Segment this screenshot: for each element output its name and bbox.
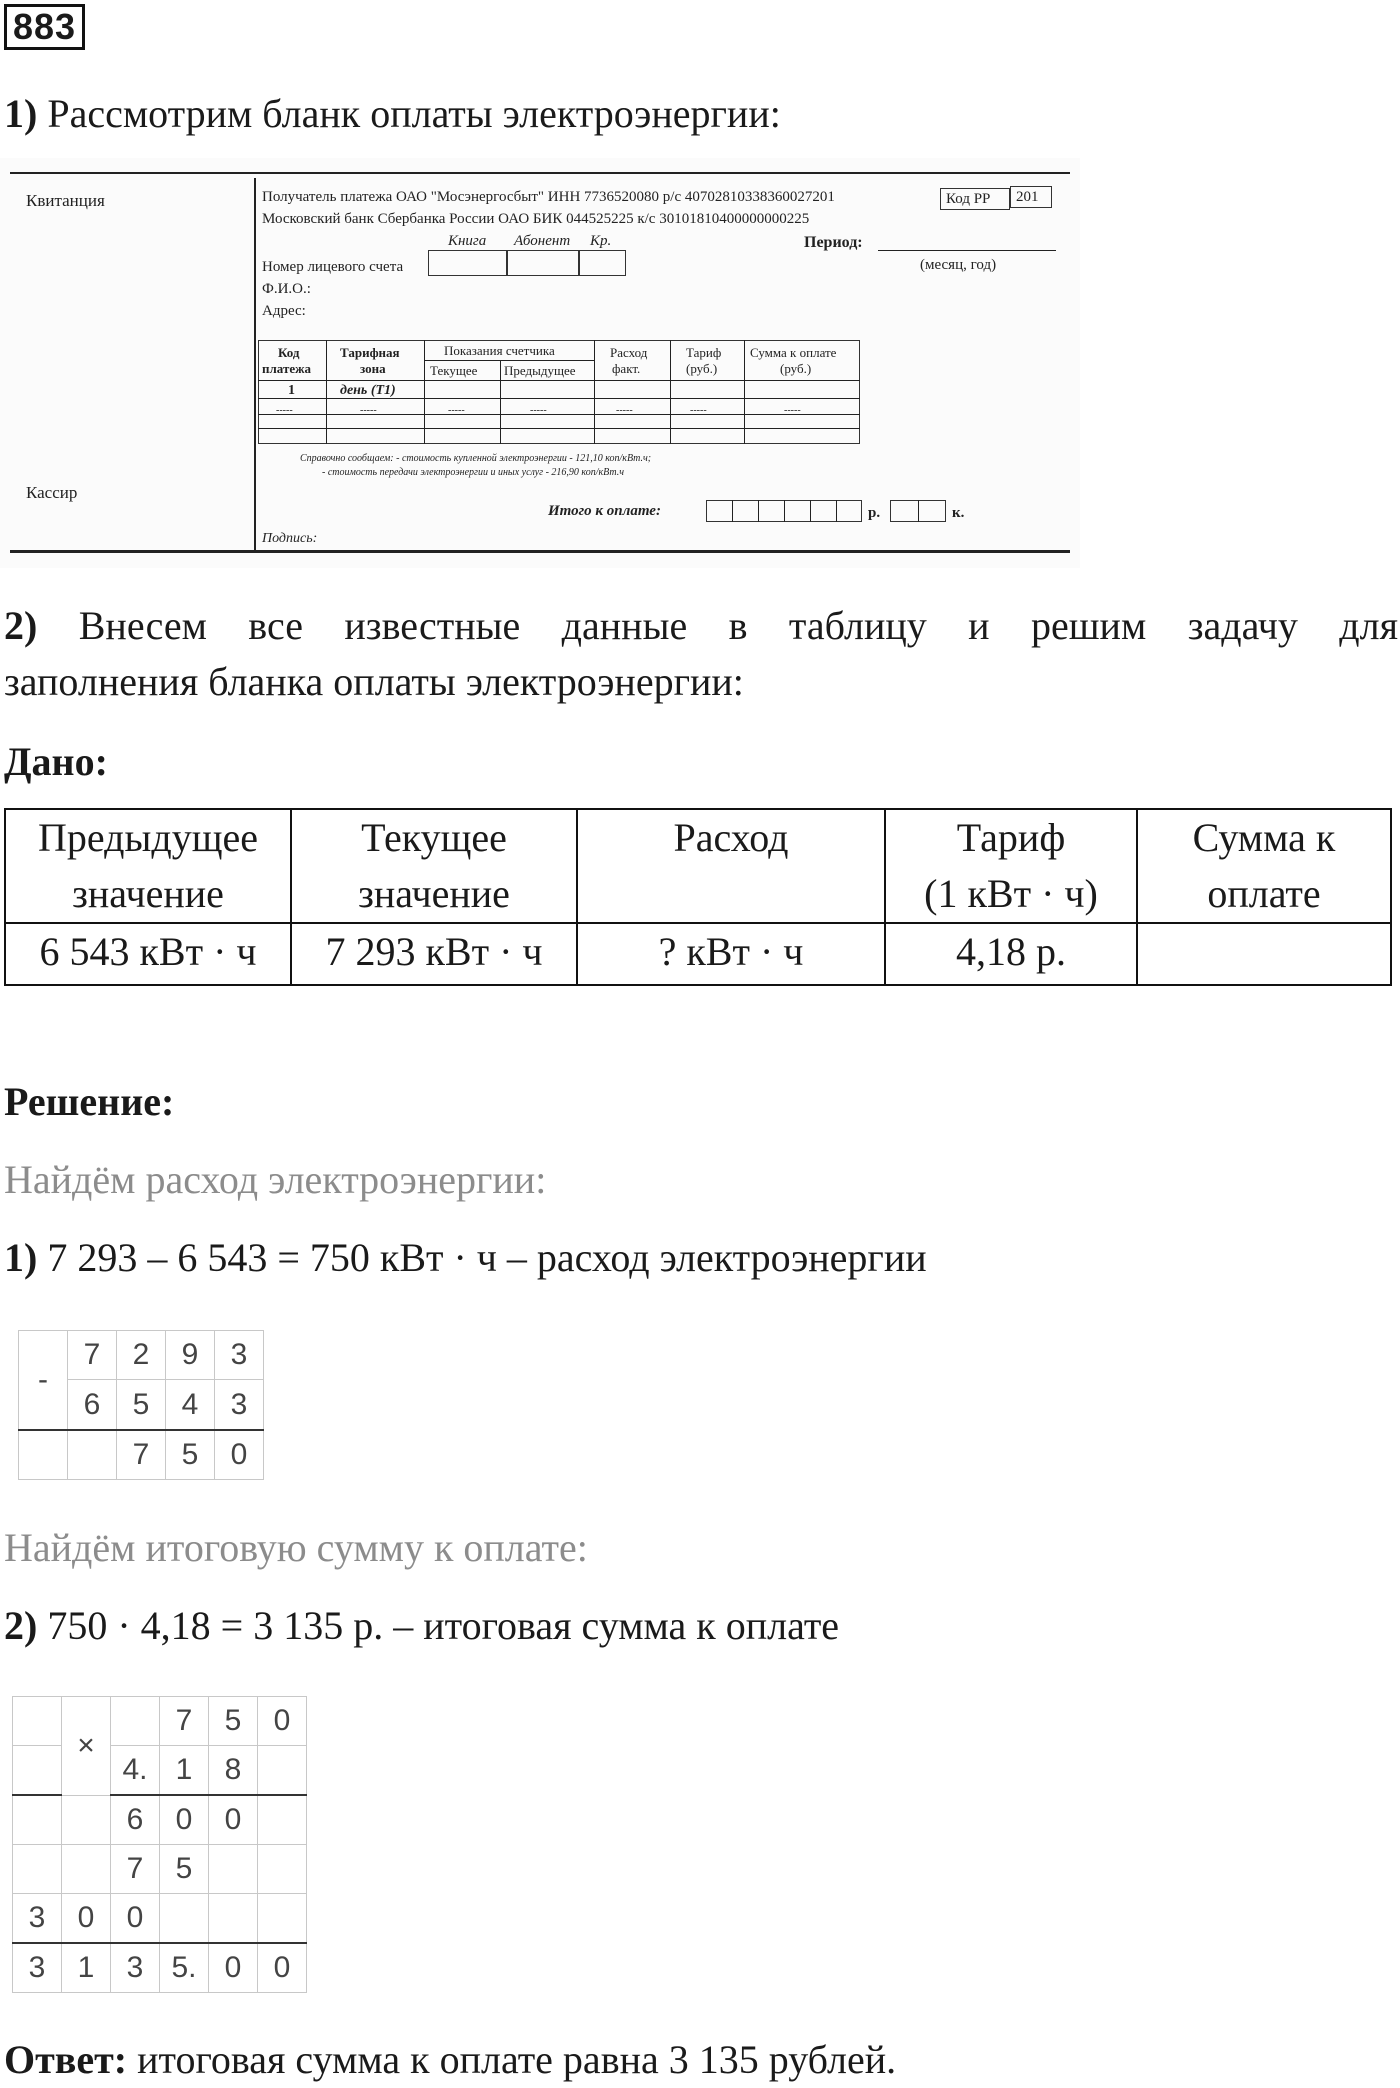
grid-row bbox=[13, 1894, 307, 1944]
receipt-period-hint: (месяц, год) bbox=[920, 257, 997, 273]
grid-cell: 4. bbox=[111, 1746, 160, 1796]
grid-row bbox=[13, 1943, 307, 1993]
receipt-dash: ----- bbox=[530, 405, 547, 416]
grid-cell bbox=[62, 1845, 111, 1894]
grid-cell: 7 bbox=[111, 1845, 160, 1894]
grid-cell: 1 bbox=[160, 1746, 209, 1796]
receipt-col-tariff-1: Тариф bbox=[686, 345, 722, 360]
receipt-signature: Подпись: bbox=[262, 531, 318, 546]
grid-cell bbox=[258, 1894, 307, 1944]
grid-cell: 0 bbox=[258, 1943, 307, 1993]
grid-cell: 3 bbox=[215, 1380, 264, 1430]
header-current: Текущее значение bbox=[291, 809, 577, 923]
grid-cell: 8 bbox=[209, 1746, 258, 1796]
step1-text: Рассмотрим бланк оплаты электроэнергии: bbox=[37, 91, 781, 136]
receipt-col-tariff-2: (руб.) bbox=[686, 361, 718, 376]
cell-previous: 6 543 кВт · ч bbox=[5, 923, 291, 985]
receipt-cashier: Кассир bbox=[26, 483, 78, 502]
step1-line bbox=[4, 86, 781, 142]
grid-cell bbox=[68, 1430, 117, 1480]
grid-row bbox=[19, 1331, 264, 1380]
receipt-dash: ----- bbox=[448, 405, 465, 416]
grid-cell: 3 bbox=[13, 1943, 62, 1993]
receipt-col-current: Текущее bbox=[430, 363, 478, 378]
receipt-dash: ----- bbox=[784, 405, 801, 416]
receipt-subscriber-label: Абонент bbox=[514, 233, 571, 249]
grid-cell bbox=[209, 1894, 258, 1944]
grid-cell bbox=[13, 1746, 62, 1796]
task-number: 883 bbox=[4, 4, 85, 50]
grid-cell bbox=[13, 1845, 62, 1894]
grid-cell bbox=[13, 1697, 62, 1746]
grid-cell: 7 bbox=[68, 1331, 117, 1380]
grid-cell: 3 bbox=[215, 1331, 264, 1380]
cell-usage: ? кВт · ч bbox=[577, 923, 885, 985]
eq1-text: 7 293 – 6 543 = 750 кВт · ч – расход электроэнергии bbox=[37, 1235, 927, 1280]
grid-cell bbox=[258, 1795, 307, 1845]
receipt-code-label: Код РР bbox=[946, 191, 991, 207]
grid-cell: 3 bbox=[111, 1943, 160, 1993]
receipt-dash: ----- bbox=[360, 405, 377, 416]
receipt-col-zone-1: Тарифная bbox=[340, 345, 400, 360]
receipt-recipient-2: Московский банк Сбербанка России ОАО БИК 044525225 к/с 30101810400000000225 bbox=[262, 211, 810, 227]
grid-cell: 1 bbox=[62, 1943, 111, 1993]
receipt-col-usage-2: факт. bbox=[612, 361, 641, 376]
grid-cell: 7 bbox=[160, 1697, 209, 1746]
grid-cell: 0 bbox=[209, 1943, 258, 1993]
receipt-recipient-1: Получатель платежа ОАО "Мосэнергосбыт" ИНН 7736520080 р/с 40702810338360027201 bbox=[262, 189, 835, 205]
step2-text-2: заполнения бланка оплаты электроэнергии: bbox=[4, 659, 744, 704]
grid-row bbox=[13, 1697, 307, 1746]
receipt-col-previous: Предыдущее bbox=[504, 363, 576, 378]
receipt-form bbox=[0, 158, 1080, 568]
header-usage: Расход bbox=[577, 809, 885, 923]
answer-text: итоговая сумма к оплате равна 3 135 рублей. bbox=[127, 2037, 897, 2082]
grid-cell bbox=[111, 1697, 160, 1746]
receipt-period-label: Период: bbox=[804, 234, 863, 251]
grid-cell: 7 bbox=[117, 1430, 166, 1480]
receipt-account-label: Номер лицевого счета bbox=[262, 259, 404, 275]
eq1-number: 1) bbox=[4, 1235, 38, 1280]
receipt-col-code-2: платежа bbox=[262, 361, 312, 376]
grid-row bbox=[13, 1746, 307, 1796]
grid-cell: 6 bbox=[111, 1795, 160, 1845]
eq2-text: 750 · 4,18 = 3 135 р. – итоговая сумма к оплате bbox=[37, 1603, 840, 1648]
eq2-number: 2) bbox=[4, 1603, 38, 1648]
grid-row bbox=[13, 1845, 307, 1894]
grid-cell: 0 bbox=[209, 1795, 258, 1845]
grid-cell bbox=[258, 1746, 307, 1796]
grid-cell: 5 bbox=[209, 1697, 258, 1746]
given-data-row bbox=[5, 923, 1391, 985]
grid-cell: 0 bbox=[258, 1697, 307, 1746]
receipt-dash: ----- bbox=[690, 405, 707, 416]
receipt-note-1: Справочно сообщаем: - стоимость купленной электроэнергии - 121,10 коп/кВт.ч; bbox=[300, 453, 652, 464]
grid-cell: 5 bbox=[166, 1430, 215, 1480]
receipt-col-zone-2: зона bbox=[360, 361, 386, 376]
receipt-dash: ----- bbox=[690, 423, 707, 434]
grid-cell: 5 bbox=[117, 1380, 166, 1430]
receipt-total-label: Итого к оплате: bbox=[548, 503, 661, 519]
cell-current: 7 293 кВт · ч bbox=[291, 923, 577, 985]
receipt-title: Квитанция bbox=[26, 191, 105, 210]
subtraction-grid bbox=[18, 1330, 264, 1480]
receipt-book-label: Книга bbox=[448, 233, 487, 249]
receipt-row1-code: 1 bbox=[288, 383, 295, 398]
receipt-note-2: - стоимость передачи электроэнергии и иных услуг - 216,90 коп/кВт.ч bbox=[322, 467, 625, 478]
grid-cell bbox=[160, 1894, 209, 1944]
header-tariff: Тариф (1 кВт · ч) bbox=[885, 809, 1137, 923]
grid-cell: 3 bbox=[13, 1894, 62, 1944]
grid-cell: 0 bbox=[111, 1894, 160, 1944]
receipt-kr-label: Кр. bbox=[590, 233, 612, 249]
receipt-col-sum-2: (руб.) bbox=[780, 361, 812, 376]
equation-2 bbox=[4, 1598, 839, 1654]
grid-cell: 0 bbox=[62, 1894, 111, 1944]
receipt-col-meter: Показания счетчика bbox=[444, 343, 555, 358]
grid-cell: 6 bbox=[68, 1380, 117, 1430]
cell-tariff: 4,18 р. bbox=[885, 923, 1137, 985]
grid-cell bbox=[209, 1845, 258, 1894]
grid-cell: - bbox=[19, 1331, 68, 1431]
receipt-dash: ----- bbox=[276, 423, 293, 434]
grid-cell: × bbox=[62, 1697, 111, 1796]
receipt-col-usage-1: Расход bbox=[610, 345, 648, 360]
receipt-dash: ----- bbox=[360, 423, 377, 434]
receipt-dash: ----- bbox=[530, 423, 547, 434]
receipt-col-sum-1: Сумма к оплате bbox=[750, 345, 837, 360]
receipt-row1-zone: день (Т1) bbox=[340, 383, 396, 398]
equation-1 bbox=[4, 1230, 927, 1286]
given-table bbox=[4, 808, 1392, 986]
grid-cell: 0 bbox=[160, 1795, 209, 1845]
receipt-dash: ----- bbox=[276, 405, 293, 416]
grid-cell: 5. bbox=[160, 1943, 209, 1993]
receipt-dash: ----- bbox=[448, 423, 465, 434]
receipt-kop: к. bbox=[952, 505, 965, 521]
receipt-dash: ----- bbox=[616, 423, 633, 434]
grid-cell bbox=[258, 1845, 307, 1894]
grid-row bbox=[13, 1795, 307, 1845]
grid-cell: 0 bbox=[215, 1430, 264, 1480]
receipt-code-value: 201 bbox=[1016, 189, 1039, 205]
grid-row bbox=[19, 1430, 264, 1480]
receipt-address-label: Адрес: bbox=[262, 303, 306, 319]
grid-cell: 4 bbox=[166, 1380, 215, 1430]
answer-line bbox=[4, 2032, 896, 2088]
hint-2: Найдём итоговую сумму к оплате: bbox=[4, 1525, 588, 1570]
receipt-fio-label: Ф.И.О.: bbox=[262, 281, 311, 297]
grid-cell bbox=[13, 1795, 62, 1845]
header-previous: Предыдущее значение bbox=[5, 809, 291, 923]
cell-sum bbox=[1137, 923, 1391, 985]
grid-cell: 5 bbox=[160, 1845, 209, 1894]
grid-cell bbox=[19, 1430, 68, 1480]
grid-cell: 2 bbox=[117, 1331, 166, 1380]
hint-1: Найдём расход электроэнергии: bbox=[4, 1157, 547, 1202]
step2-text-1: Внесем все известные данные в таблицу и решим задачу для bbox=[37, 603, 1398, 648]
receipt-rub: р. bbox=[868, 505, 881, 521]
receipt-dash: ----- bbox=[784, 423, 801, 434]
receipt-col-code-1: Код bbox=[278, 345, 300, 360]
given-label: Дано: bbox=[4, 739, 108, 784]
answer-label: Ответ: bbox=[4, 2037, 128, 2082]
step1-number: 1) bbox=[4, 91, 38, 136]
grid-cell bbox=[62, 1795, 111, 1845]
receipt-dash: ----- bbox=[616, 405, 633, 416]
step2-number: 2) bbox=[4, 603, 38, 648]
multiplication-grid bbox=[12, 1696, 307, 1993]
given-header-row bbox=[5, 809, 1391, 923]
step2-line-1 bbox=[4, 598, 1398, 654]
header-sum: Сумма к оплате bbox=[1137, 809, 1391, 923]
solution-label: Решение: bbox=[4, 1079, 175, 1124]
grid-cell: 9 bbox=[166, 1331, 215, 1380]
